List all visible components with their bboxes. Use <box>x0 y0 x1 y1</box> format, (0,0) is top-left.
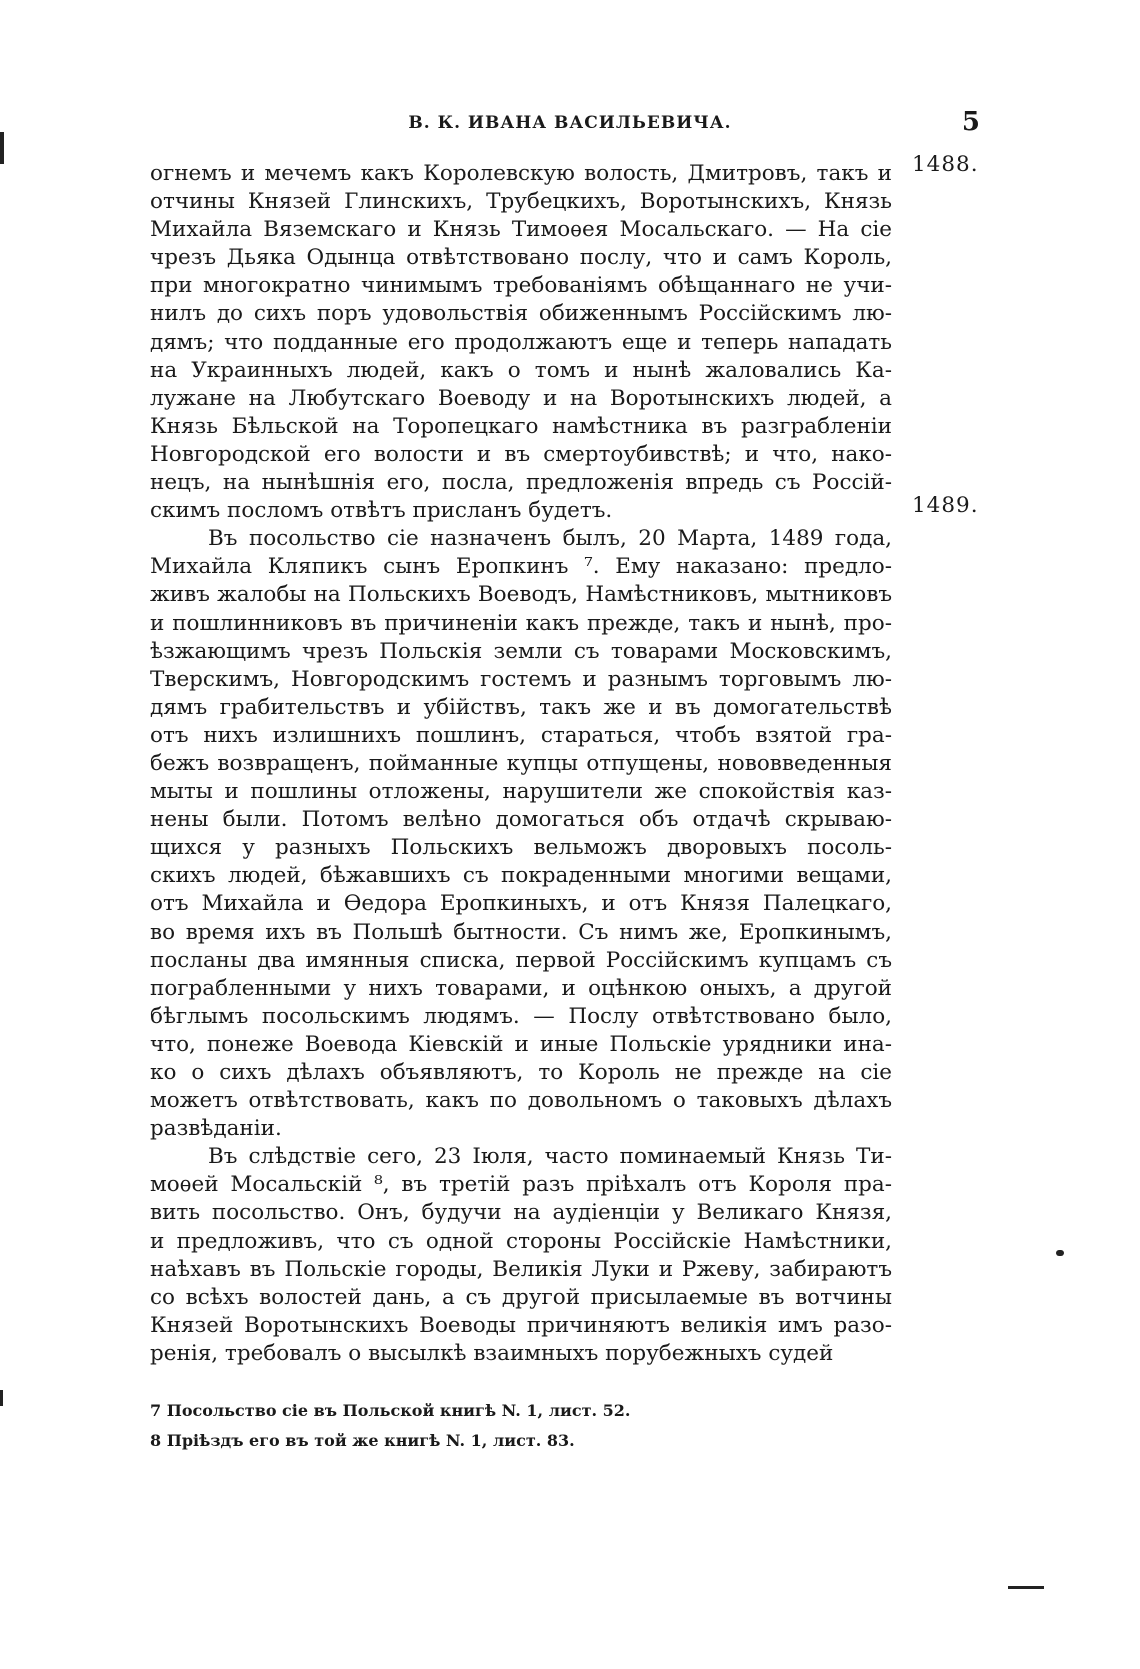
text-line: щихся у разныхъ Польскихъ вельможъ дворовыхъ посоль- <box>150 835 892 861</box>
page-number: 5 <box>961 107 980 137</box>
page-header <box>150 107 980 143</box>
text-line: при многократно чинимымъ требованіямъ обѣщаннаго не учи- <box>150 273 892 299</box>
running-head: В. К. ИВАНА ВАСИЛЬЕВИЧА. <box>408 113 732 133</box>
margin-year: 1488. <box>912 152 979 177</box>
text-line: мыты и пошлины отложены, нарушители же спокойствія каз- <box>150 779 892 805</box>
text-line: Князей Воротынскихъ Воеводы причиняютъ великія имъ разо- <box>150 1312 892 1338</box>
text-line: нецъ, на нынѣшнія его, посла, предложенія впредь съ Россій- <box>150 470 892 496</box>
text-line: ренія, требовалъ о высылкѣ взаимныхъ порубежныхъ судей <box>150 1340 834 1366</box>
text-line: огнемъ и мечемъ какъ Королевскую волость, Дмитровъ, такъ и <box>150 161 892 186</box>
text-line: отчины Князей Глинскихъ, Трубецкихъ, Воротынскихъ, Князь <box>150 189 892 215</box>
text-line: во время ихъ въ Польшѣ бытности. Съ нимъ же, Еропкинымъ, <box>150 919 892 945</box>
scan-margin-mark <box>0 132 4 164</box>
text-line: Михайла Кляпикъ сынъ Еропкинъ ⁷. Ему наказано: предло- <box>150 554 892 580</box>
text-line: Тверскимъ, Новгородскимъ гостемъ и разнымъ торговымъ лю- <box>150 666 892 692</box>
text-line: моѳей Мосальскій ⁸, въ третій разъ пріѣхалъ отъ Короля пра- <box>150 1172 892 1198</box>
text-line: отъ Михайла и Ѳедора Еропкиныхъ, и отъ Князя Палецкаго, <box>150 891 892 917</box>
text-line: ко о сихъ дѣлахъ объявляютъ, то Король не прежде на сіе <box>150 1060 892 1085</box>
scan-speck <box>1056 1250 1064 1256</box>
text-line: и пошлинниковъ въ причиненіи какъ прежде, такъ и нынѣ, про- <box>150 610 892 636</box>
text-line: на Украинныхъ людей, какъ о томъ и нынѣ жаловались Ка- <box>150 357 892 383</box>
text-line: бѣглымъ посольскимъ людямъ. — Послу отвѣтствовано было, <box>150 1003 892 1029</box>
text-line: нены были. Потомъ велѣно домогаться объ отдачѣ скрываю- <box>150 807 892 833</box>
text-line: пограбленными у нихъ товарами, и оцѣнкою оныхъ, а другой <box>150 975 892 1001</box>
text-line: наѣхавъ въ Польскіе городы, Великія Луки и Ржеву, забираютъ <box>150 1256 892 1282</box>
main-text <box>150 160 892 1368</box>
footnote: 7 Посольство сіе въ Польской книгѣ N. 1, лист. 52. <box>150 1401 631 1420</box>
scan-margin-mark <box>1008 1586 1044 1589</box>
text-line: дямъ; что подданные его продолжаютъ еще и теперь нападать <box>150 329 892 355</box>
text-line: живъ жалобы на Польскихъ Воеводъ, Намѣстниковъ, мытниковъ <box>150 582 892 608</box>
text-line: нилъ до сихъ поръ удовольствія обиженнымъ Россійскимъ лю- <box>150 301 892 327</box>
text-line: ѣзжающимъ чрезъ Польскія земли съ товарами Московскимъ, <box>150 638 892 664</box>
text-line: дямъ грабительствъ и убійствъ, такъ же и въ домогательствѣ <box>150 694 892 720</box>
text-line: отъ нихъ излишнихъ пошлинъ, стараться, чтобъ взятой гра- <box>150 722 892 748</box>
text-line: скимъ посломъ отвѣтъ присланъ будетъ. <box>150 498 613 524</box>
footnotes <box>150 1396 750 1456</box>
text-line: Михайла Вяземскаго и Князь Тимоѳея Мосальскаго. — На сіе <box>150 217 892 243</box>
text-line: лужане на Любутскаго Воеводу и на Воротынскихъ людей, а <box>150 385 892 411</box>
text-line: со всѣхъ волостей дань, а съ другой присылаемые въ вотчины <box>150 1284 892 1310</box>
text-line: развѣданіи. <box>150 1116 282 1142</box>
margin-year: 1489. <box>912 493 979 518</box>
text-line: Въ слѣдствіе сего, 23 Іюля, часто поминаемый Князь Ти- <box>208 1144 892 1170</box>
text-line: что, понеже Воевода Кіевскій и иные Польскіе урядники ина- <box>150 1031 892 1057</box>
text-line: чрезъ Дьяка Одынца отвѣтствовано послу, что и самъ Король, <box>150 245 892 271</box>
text-line: и предложивъ, что съ одной стороны Россійскіе Намѣстники, <box>150 1228 892 1254</box>
footnote: 8 Пріѣздъ его въ той же книгѣ N. 1, лист. 83. <box>150 1431 575 1450</box>
text-line: бежъ возвращенъ, пойманные купцы отпущены, нововведенныя <box>150 750 892 776</box>
text-line: Князь Бѣльской на Торопецкаго намѣстника въ разграбленіи <box>150 413 892 439</box>
scan-margin-mark <box>0 1390 3 1406</box>
text-line: скихъ людей, бѣжавшихъ съ покраденными многими вещами, <box>150 863 892 889</box>
text-line: вить посольство. Онъ, будучи на аудіенціи у Великаго Князя, <box>150 1200 892 1226</box>
text-line: Въ посольство сіе назначенъ былъ, 20 Марта, 1489 года, <box>208 526 892 552</box>
text-line: можетъ отвѣтствовать, какъ по довольномъ о таковыхъ дѣлахъ <box>150 1088 892 1114</box>
text-line: посланы два имянныя списка, первой Россійскимъ купцамъ съ <box>150 947 892 973</box>
text-line: Новгородской его волости и въ смертоубивствѣ; и что, нако- <box>150 441 892 467</box>
